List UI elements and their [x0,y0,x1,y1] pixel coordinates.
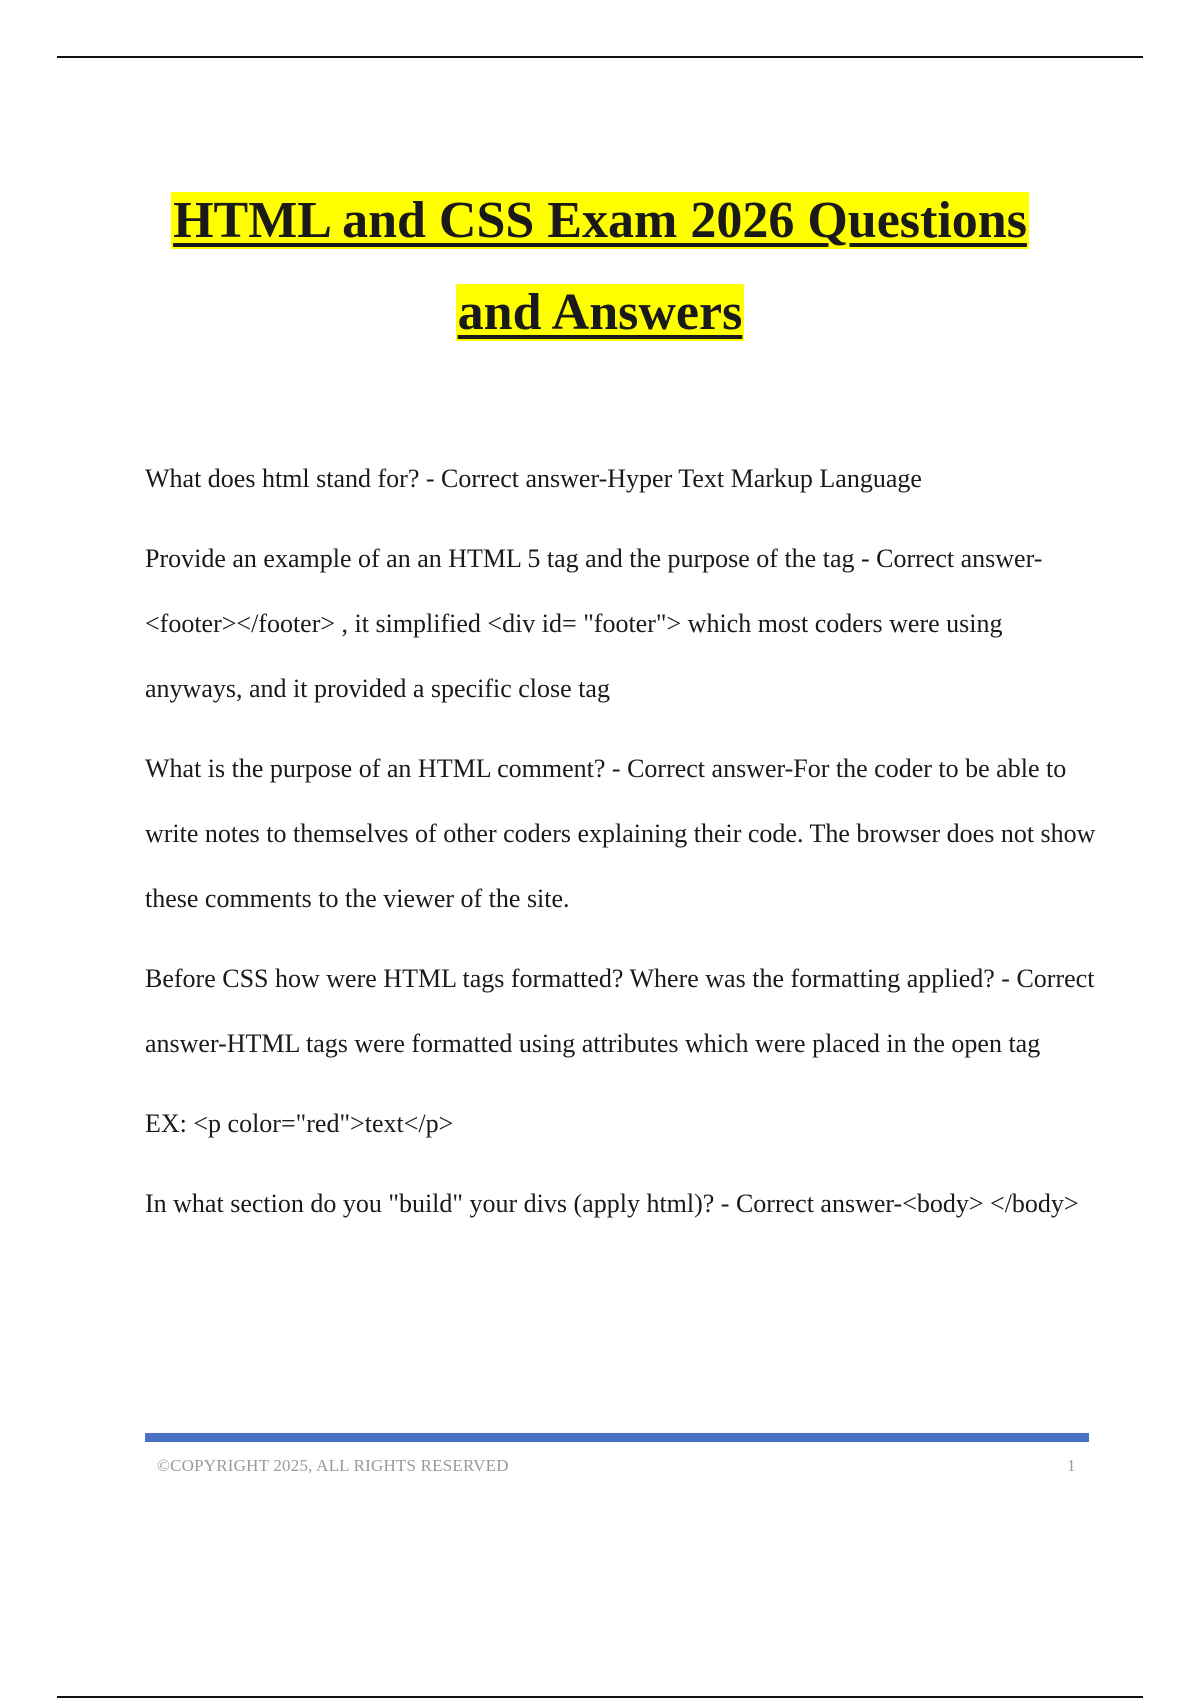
title-line-1 [0,175,1200,267]
qa-paragraph-4: Before CSS how were HTML tags formatted? Where was the formatting applied? - Correct answer-HTML tags were formatted using attributes which were placed in the open tag [145,964,1095,1058]
top-rule [57,56,1143,58]
page-number: 1 [1067,1456,1076,1475]
title-line-2 [0,267,1200,359]
footer-divider [145,1433,1089,1442]
bottom-rule [57,1696,1143,1698]
document-title [0,175,1200,359]
document-body [145,446,1105,1251]
footer-copyright: ©COPYRIGHT 2025, ALL RIGHTS RESERVED [157,1456,509,1475]
example-paragraph: EX: <p color="red">text</p> [145,1109,454,1138]
qa-paragraph-5: In what section do you "build" your divs (apply html)? - Correct answer-<body> </body> [145,1189,1079,1218]
title-line-2-text: and Answers [457,284,743,341]
qa-paragraph-1: What does html stand for? - Correct answer-Hyper Text Markup Language [145,464,922,493]
qa-paragraph-2: Provide an example of an an HTML 5 tag and the purpose of the tag - Correct answer-<footer></footer> , it simplified <div id= "footer"> which most coders were using anyways, and it provided a specific close tag [145,544,1043,703]
title-line-1-text: HTML and CSS Exam 2026 Questions [173,192,1027,249]
qa-paragraph-3: What is the purpose of an HTML comment? - Correct answer-For the coder to be able to write notes to themselves of other coders explaining their code. The browser does not show these comments to the viewer of the site. [145,754,1096,913]
